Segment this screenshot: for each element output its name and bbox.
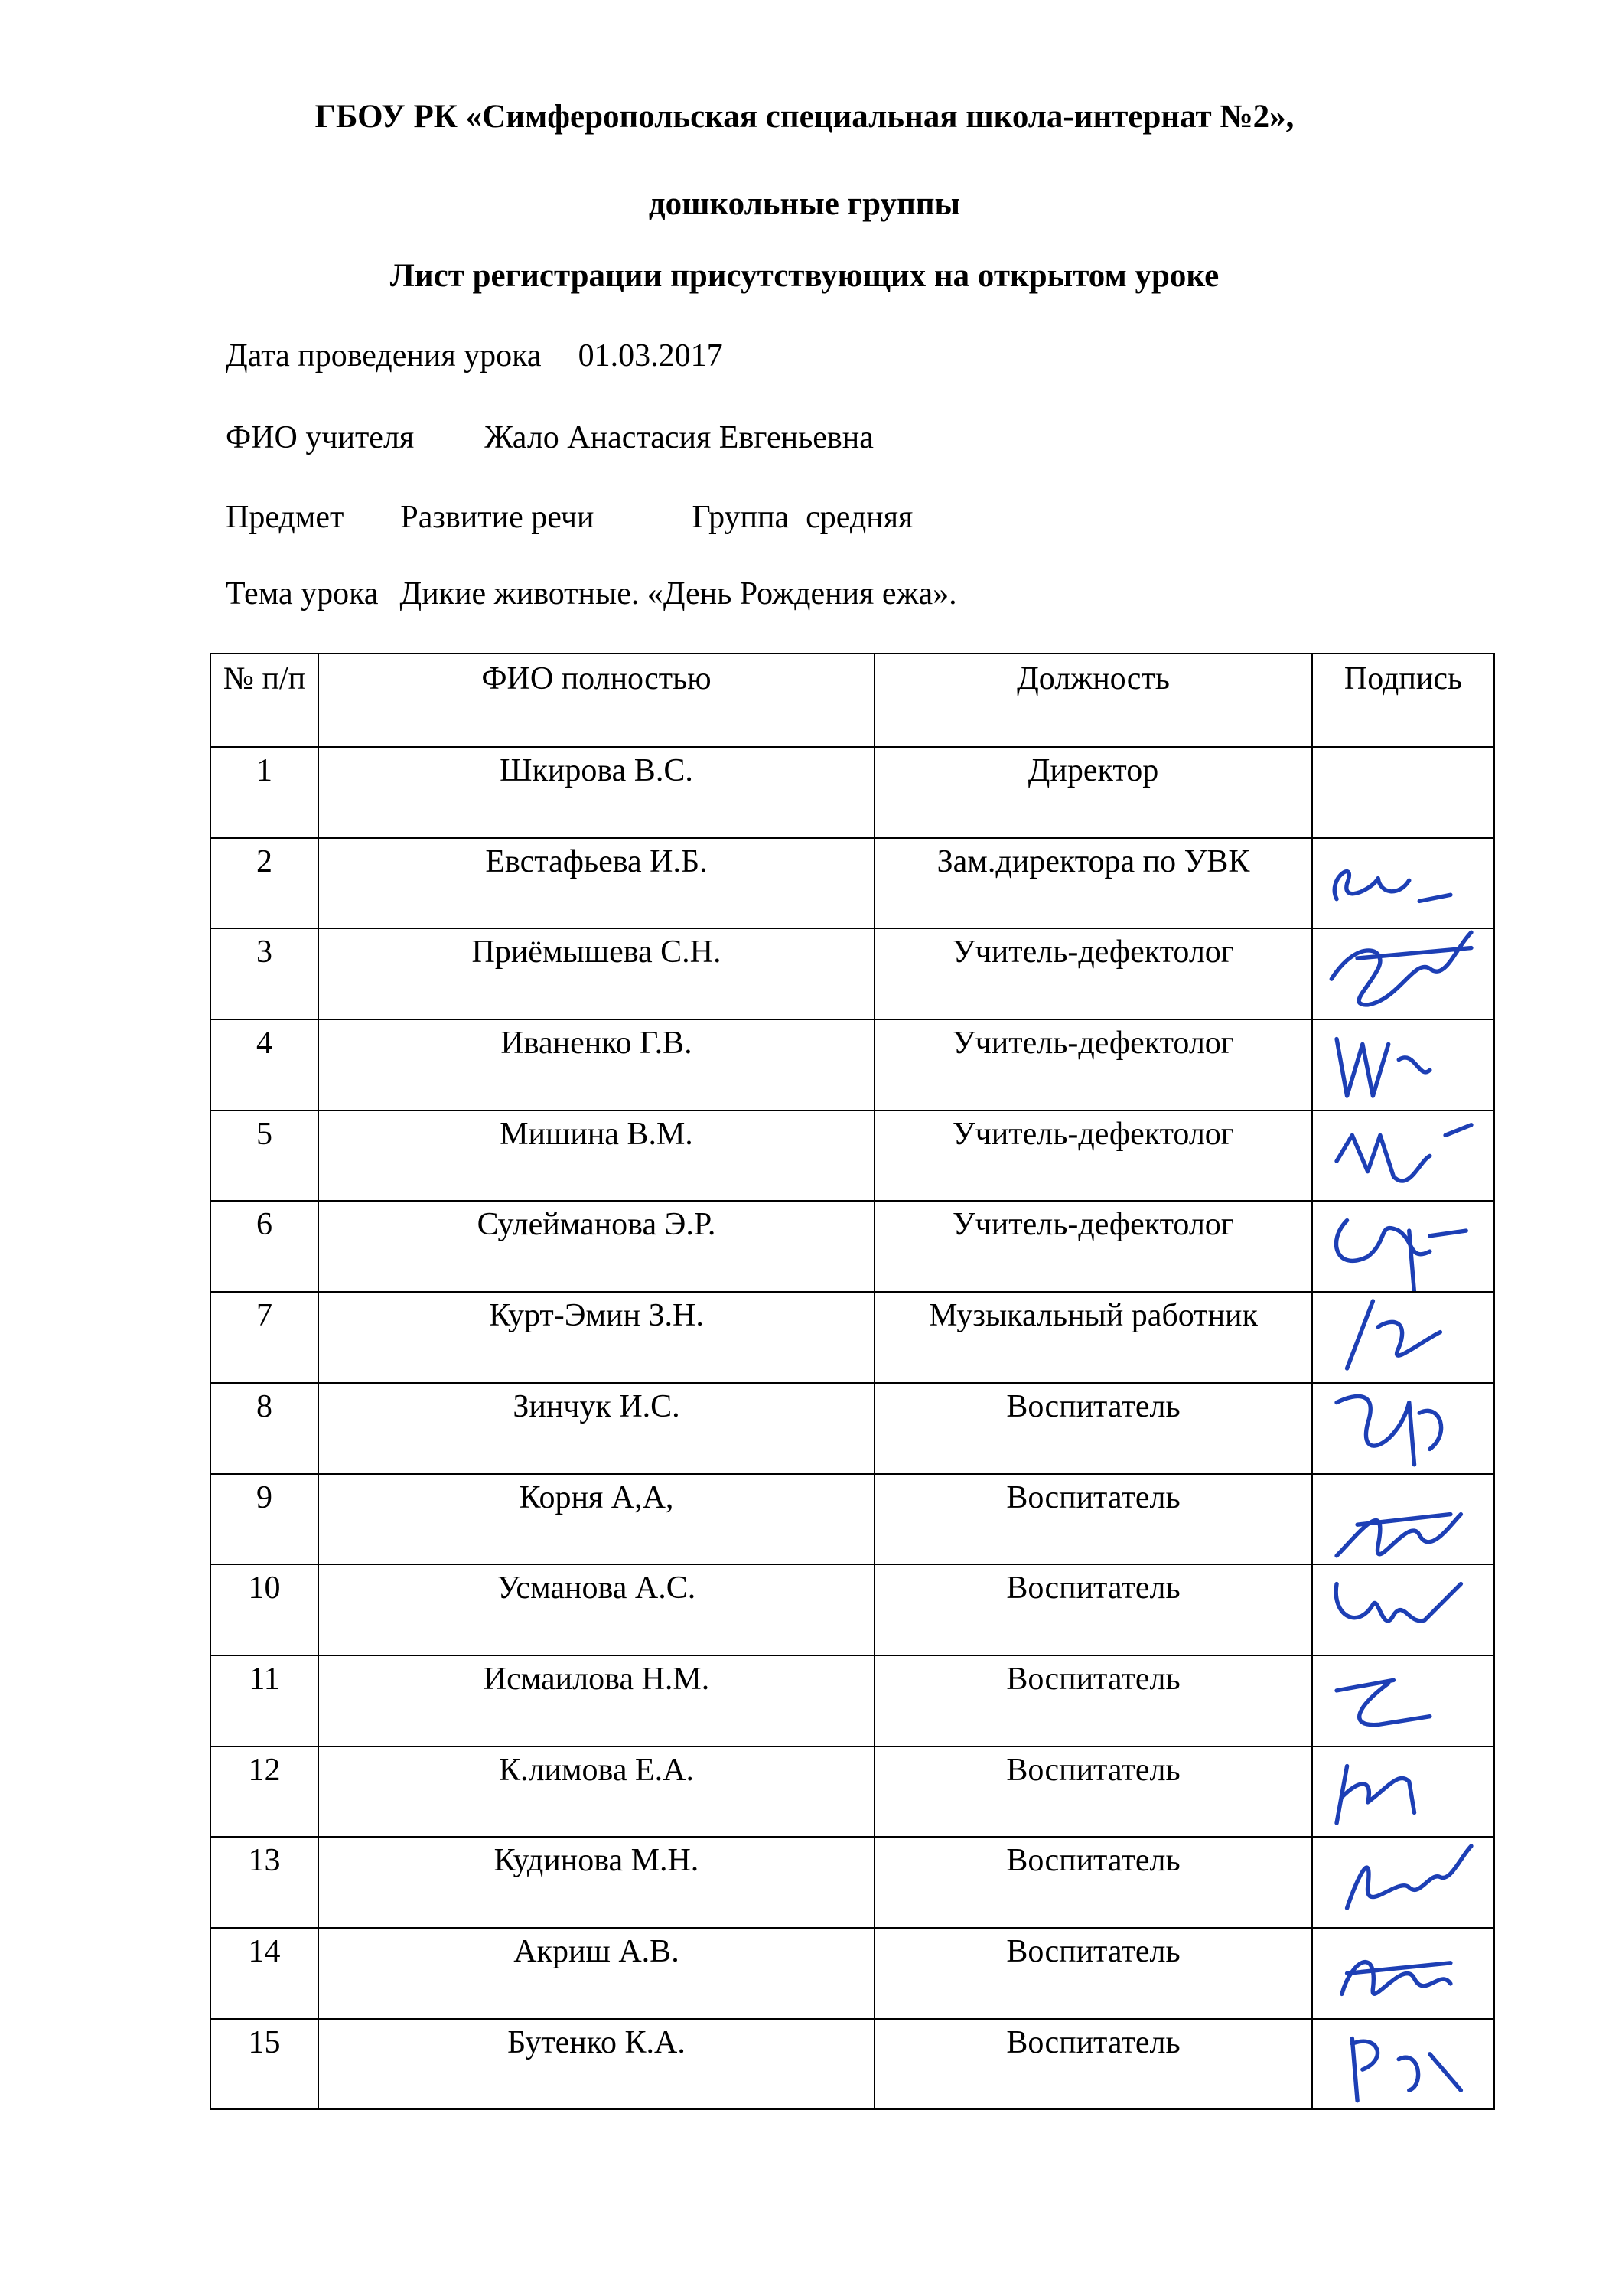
subject-value: Развитие речи bbox=[400, 500, 594, 535]
table-row bbox=[210, 747, 1494, 838]
handwritten-signature bbox=[1316, 1928, 1492, 2019]
row-number: 14 bbox=[210, 1928, 318, 2019]
handwritten-signature bbox=[1316, 838, 1492, 929]
row-number: 8 bbox=[210, 1383, 318, 1474]
row-position: Воспитатель bbox=[875, 1383, 1312, 1474]
row-number: 7 bbox=[210, 1292, 318, 1383]
row-position: Учитель-дефектолог bbox=[875, 1110, 1312, 1202]
row-full-name: Приёмышева С.Н. bbox=[318, 928, 875, 1019]
row-number: 5 bbox=[210, 1110, 318, 1202]
row-full-name: Мишина В.М. bbox=[318, 1110, 875, 1202]
row-full-name: Евстафьева И.Б. bbox=[318, 838, 875, 929]
group-value: средняя bbox=[806, 500, 914, 535]
table-row bbox=[210, 1292, 1494, 1383]
teacher-line bbox=[226, 419, 874, 457]
signature-stroke bbox=[1331, 933, 1471, 1006]
table-header-row bbox=[210, 654, 1494, 747]
topic-value: Дикие животные. «День Рождения ежа». bbox=[399, 576, 957, 612]
table-row bbox=[210, 1655, 1494, 1746]
row-number: 12 bbox=[210, 1746, 318, 1838]
row-position: Воспитатель bbox=[875, 2019, 1312, 2110]
row-full-name: Исмаилова Н.М. bbox=[318, 1655, 875, 1746]
handwritten-signature bbox=[1316, 1201, 1492, 1292]
row-position: Музыкальный работник bbox=[875, 1292, 1312, 1383]
row-signature bbox=[1312, 1201, 1494, 1292]
handwritten-signature bbox=[1316, 1837, 1492, 1928]
row-position: Воспитатель bbox=[875, 1928, 1312, 2019]
row-signature bbox=[1312, 1746, 1494, 1838]
row-full-name: Шкирова В.С. bbox=[318, 747, 875, 838]
header-full-name: ФИО полностью bbox=[318, 654, 875, 747]
teacher-label: ФИО учителя bbox=[226, 420, 415, 455]
row-full-name: Бутенко К.А. bbox=[318, 2019, 875, 2110]
row-full-name: Акриш А.В. bbox=[318, 1928, 875, 2019]
row-signature bbox=[1312, 1837, 1494, 1928]
table-row bbox=[210, 1746, 1494, 1838]
row-position: Воспитатель bbox=[875, 1564, 1312, 1655]
signature-stroke bbox=[1337, 1396, 1441, 1464]
subject-label: Предмет bbox=[226, 500, 344, 535]
row-signature bbox=[1312, 1474, 1494, 1565]
handwritten-signature bbox=[1316, 928, 1492, 1019]
row-signature bbox=[1312, 2019, 1494, 2110]
table-row bbox=[210, 1019, 1494, 1110]
table-row bbox=[210, 1474, 1494, 1565]
teacher-value: Жало Анастасия Евгеньевна bbox=[484, 420, 874, 455]
handwritten-signature bbox=[1316, 1019, 1492, 1110]
signature-stroke bbox=[1347, 1846, 1471, 1908]
date-label: Дата проведения урока bbox=[226, 338, 542, 373]
subject-line bbox=[226, 498, 913, 536]
school-title: ГБОУ РК «Симферопольская специальная школа-интернат №2», bbox=[314, 99, 1295, 135]
row-signature bbox=[1312, 1383, 1494, 1474]
row-signature bbox=[1312, 1019, 1494, 1110]
row-number: 4 bbox=[210, 1019, 318, 1110]
handwritten-signature bbox=[1316, 1564, 1492, 1655]
row-number: 10 bbox=[210, 1564, 318, 1655]
group-label: Группа bbox=[692, 500, 790, 535]
header-number: № п/п bbox=[210, 654, 318, 747]
row-signature bbox=[1312, 838, 1494, 929]
row-position: Воспитатель bbox=[875, 1474, 1312, 1565]
signature-stroke bbox=[1337, 1680, 1430, 1724]
handwritten-signature bbox=[1316, 1292, 1492, 1383]
header-signature: Подпись bbox=[1312, 654, 1494, 747]
signature-stroke bbox=[1342, 1962, 1451, 1994]
table-row bbox=[210, 1110, 1494, 1202]
row-position: Воспитатель bbox=[875, 1837, 1312, 1928]
signature-stroke bbox=[1337, 1221, 1467, 1292]
table-row bbox=[210, 1564, 1494, 1655]
row-signature bbox=[1312, 1110, 1494, 1202]
signature-stroke bbox=[1337, 1766, 1414, 1822]
row-full-name: Корня А,А, bbox=[318, 1474, 875, 1565]
sheet-title: Лист регистрации присутствующих на открытом уроке bbox=[389, 258, 1220, 294]
row-number: 3 bbox=[210, 928, 318, 1019]
handwritten-signature bbox=[1316, 1655, 1492, 1746]
row-signature bbox=[1312, 1292, 1494, 1383]
handwritten-signature bbox=[1316, 1110, 1492, 1202]
row-full-name: Иваненко Г.В. bbox=[318, 1019, 875, 1110]
row-number: 1 bbox=[210, 747, 318, 838]
row-number: 13 bbox=[210, 1837, 318, 1928]
row-signature bbox=[1312, 1928, 1494, 2019]
table-row bbox=[210, 928, 1494, 1019]
signature-stroke bbox=[1337, 1039, 1430, 1096]
row-full-name: Кудинова М.Н. bbox=[318, 1837, 875, 1928]
row-signature bbox=[1312, 747, 1494, 838]
row-position: Учитель-дефектолог bbox=[875, 928, 1312, 1019]
topic-label: Тема урока bbox=[226, 576, 379, 612]
handwritten-signature bbox=[1316, 1746, 1492, 1838]
row-signature bbox=[1312, 928, 1494, 1019]
topic-line bbox=[226, 575, 957, 613]
group-subtitle: дошкольные группы bbox=[648, 186, 961, 222]
handwritten-signature bbox=[1316, 1474, 1492, 1565]
row-position: Учитель-дефектолог bbox=[875, 1201, 1312, 1292]
row-full-name: К.лимова Е.А. bbox=[318, 1746, 875, 1838]
row-full-name: Усманова А.С. bbox=[318, 1564, 875, 1655]
lesson-date-line bbox=[226, 337, 723, 375]
row-position: Воспитатель bbox=[875, 1746, 1312, 1838]
row-signature bbox=[1312, 1655, 1494, 1746]
row-full-name: Курт-Эмин З.Н. bbox=[318, 1292, 875, 1383]
row-position: Учитель-дефектолог bbox=[875, 1019, 1312, 1110]
handwritten-signature bbox=[1316, 1383, 1492, 1474]
handwritten-signature bbox=[1316, 2019, 1492, 2110]
row-full-name: Зинчук И.С. bbox=[318, 1383, 875, 1474]
signature-stroke bbox=[1336, 1584, 1461, 1621]
header-position: Должность bbox=[875, 654, 1312, 747]
row-number: 11 bbox=[210, 1655, 318, 1746]
table-row bbox=[210, 838, 1494, 929]
row-number: 2 bbox=[210, 838, 318, 929]
signature-stroke bbox=[1337, 1514, 1461, 1555]
table-row bbox=[210, 1201, 1494, 1292]
row-position: Директор bbox=[875, 747, 1312, 838]
row-full-name: Сулейманова Э.Р. bbox=[318, 1201, 875, 1292]
row-number: 15 bbox=[210, 2019, 318, 2110]
table-row bbox=[210, 1928, 1494, 2019]
signature-stroke bbox=[1334, 871, 1451, 901]
date-value: 01.03.2017 bbox=[578, 338, 723, 373]
registration-table bbox=[210, 653, 1495, 2110]
row-number: 6 bbox=[210, 1201, 318, 1292]
row-position: Зам.директора по УВК bbox=[875, 838, 1312, 929]
signature-stroke bbox=[1352, 2038, 1461, 2100]
row-signature bbox=[1312, 1564, 1494, 1655]
table-row bbox=[210, 1383, 1494, 1474]
table-row bbox=[210, 2019, 1494, 2110]
signature-stroke bbox=[1337, 1125, 1471, 1181]
signature-stroke bbox=[1347, 1301, 1441, 1368]
row-position: Воспитатель bbox=[875, 1655, 1312, 1746]
row-number: 9 bbox=[210, 1474, 318, 1565]
table-row bbox=[210, 1837, 1494, 1928]
